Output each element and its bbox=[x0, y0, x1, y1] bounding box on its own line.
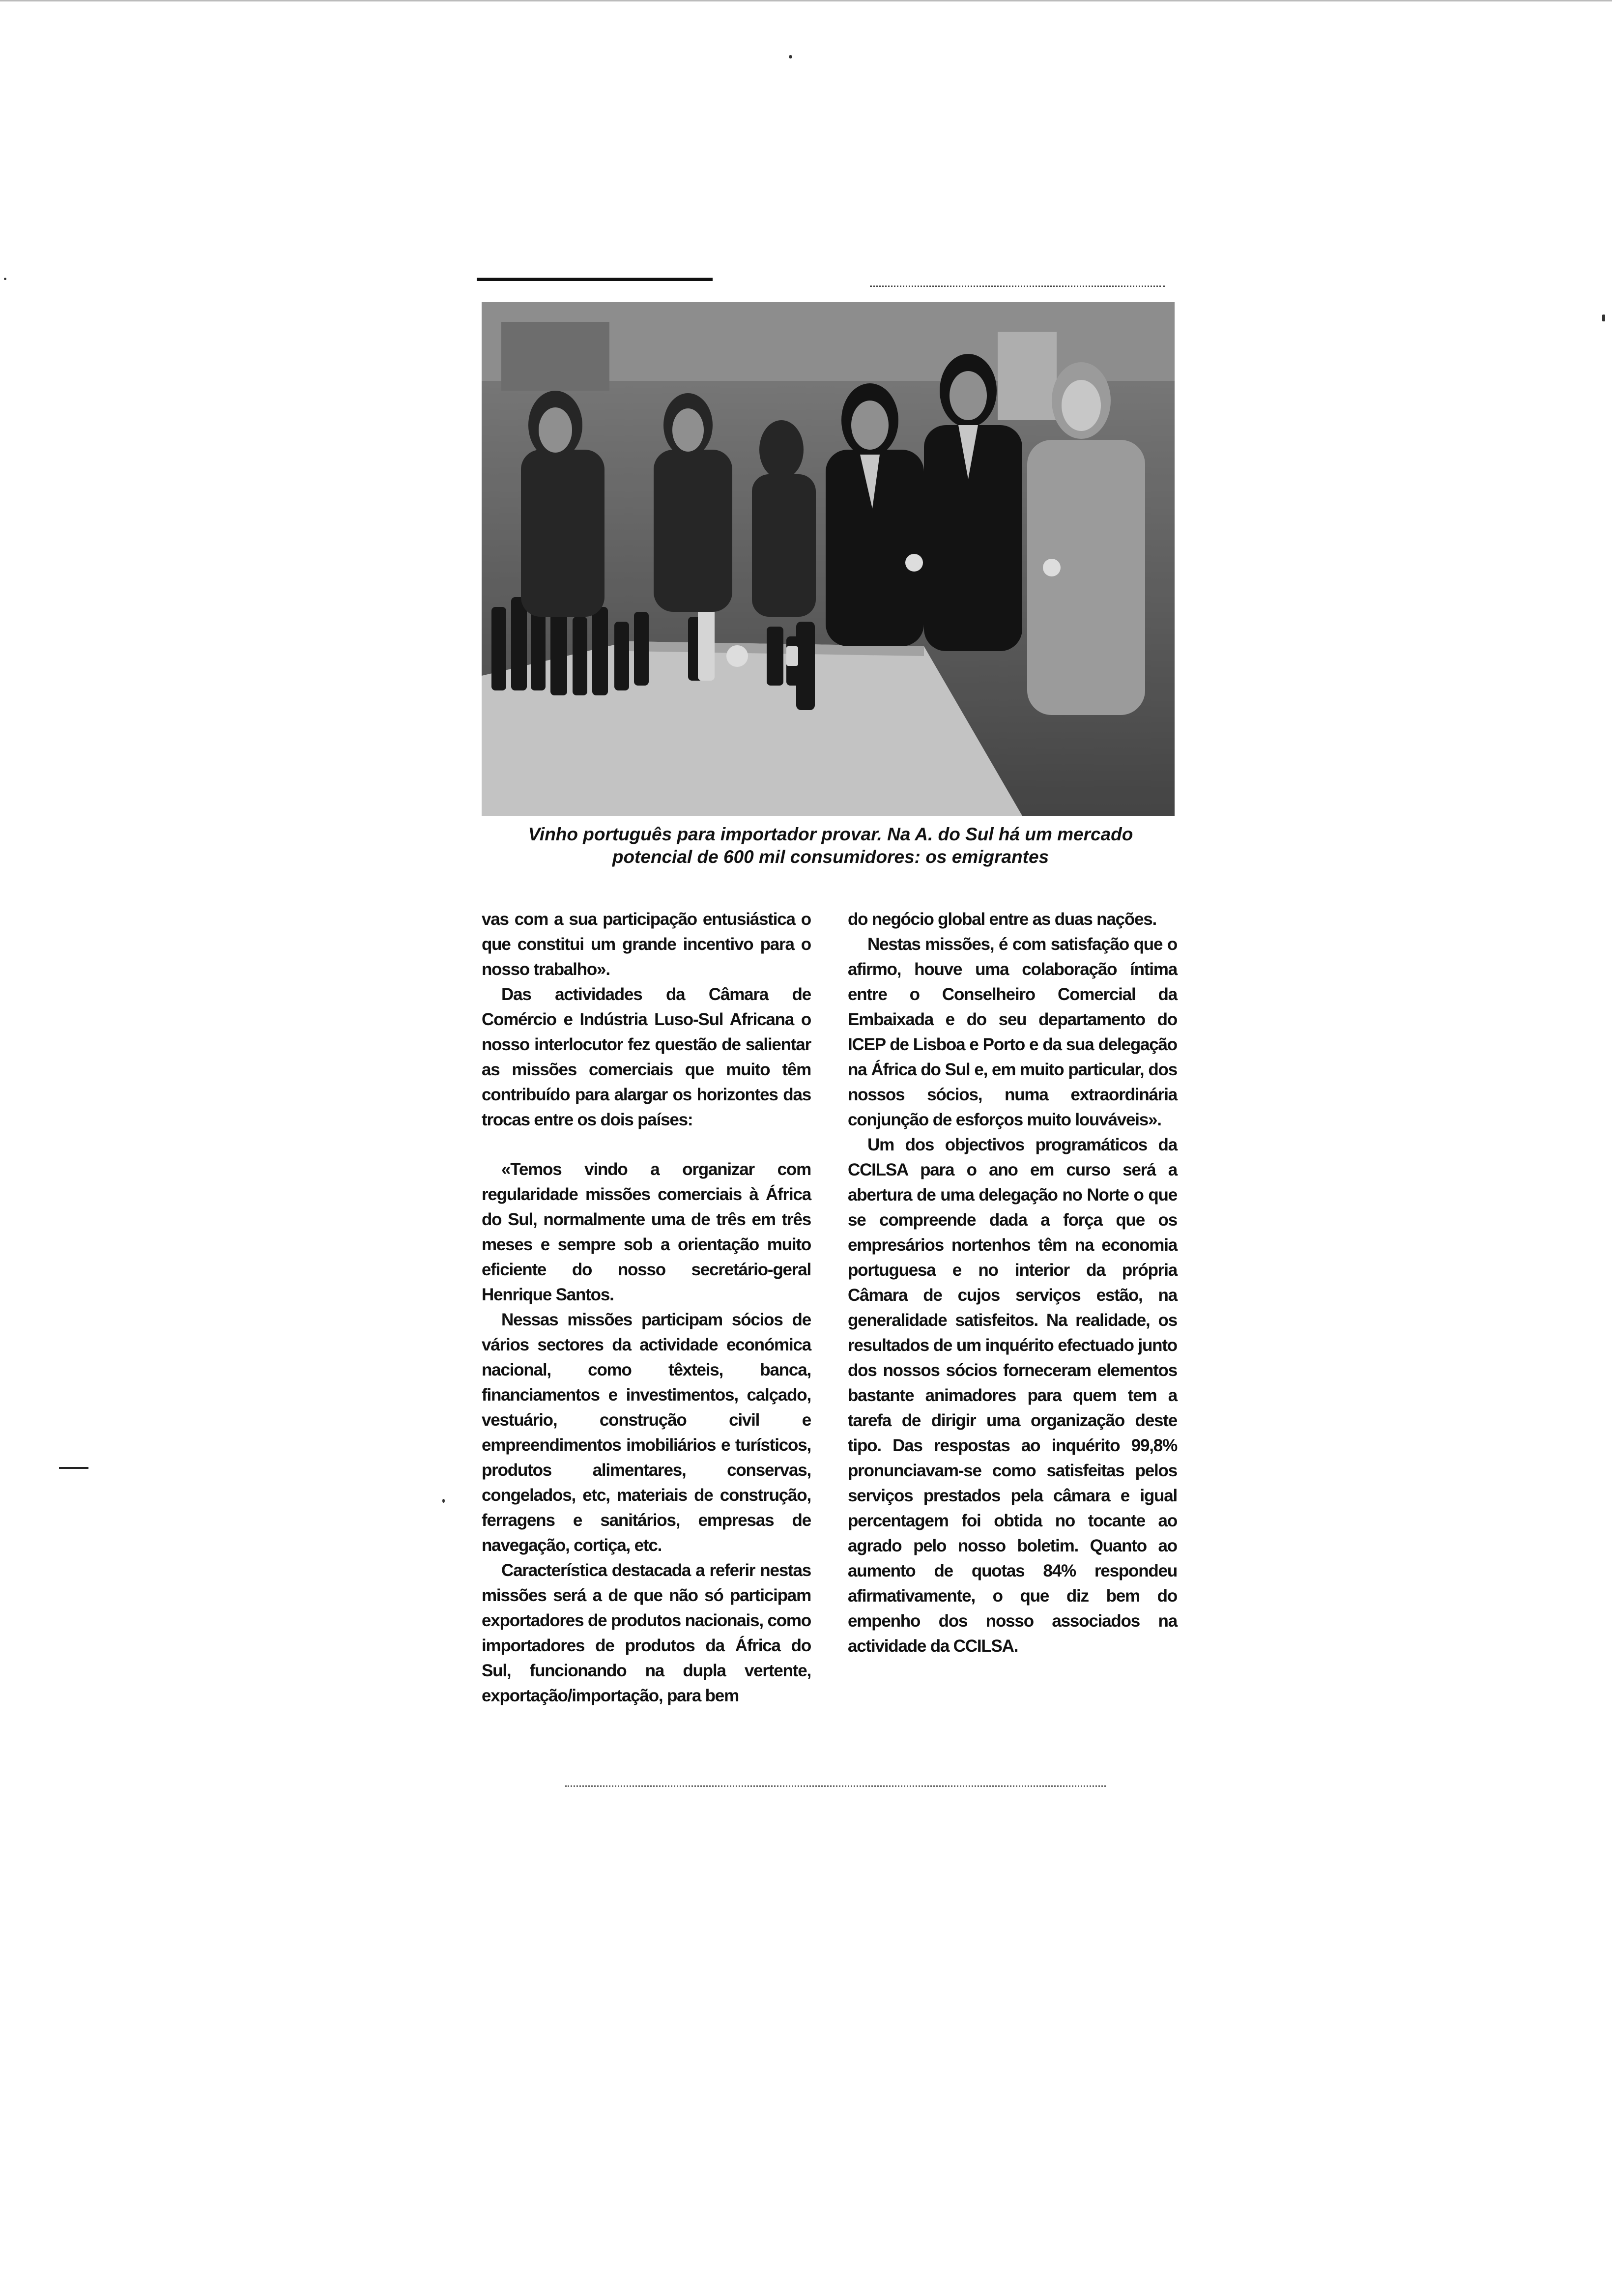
photo-caption bbox=[477, 823, 1184, 868]
scan-edge-line bbox=[0, 0, 1612, 1]
newspaper-clipping bbox=[477, 273, 1184, 1786]
caption-line-2: potencial de 600 mil consumidores: os emigrantes bbox=[612, 847, 1049, 867]
paragraph: Nessas missões participam sócios de vários sectores da actividade económica nacional, como têxteis, banca, financiamentos e investimentos, calçado, vestuário, construção civil e empreendimentos imobiliários e turísticos, produtos alimentares, conservas, congelados, etc, materiais de construção, ferragens e sanitários, empresas de navegação, cortiça, etc. bbox=[482, 1310, 811, 1555]
paragraph: do negócio global entre as duas nações. bbox=[848, 910, 1157, 929]
scan-mark-left bbox=[59, 1467, 88, 1469]
photo-illustration bbox=[482, 302, 1175, 816]
paragraph: Nestas missões, é com satisfação que o afirmo, houve uma colaboração íntima entre o Conselheiro Comercial da Embaixada e do seu departamento do ICEP de Lisboa e Porto e da sua delegação na África do Sul e, em muito particular, dos nossos sócios, numa extraordinária conjunção de esforços muito louváveis». bbox=[848, 935, 1177, 1129]
article-column-right bbox=[848, 907, 1177, 1659]
paragraph: Característica destacada a referir nestas missões será a de que não só participam exportadores de produtos nacionais, como importadores de produtos da África do Sul, funcionando na dupla vertente, exportação/importação, para bem bbox=[482, 1561, 811, 1705]
top-rule bbox=[477, 278, 713, 281]
bottom-dotted-rule bbox=[565, 1785, 1106, 1787]
scan-speck bbox=[1602, 315, 1605, 321]
paragraph: vas com a sua participação entusiástica o que constitui um grande incentivo para o nosso trabalho». bbox=[482, 910, 811, 979]
photo-wine-tasting bbox=[482, 302, 1175, 816]
paragraph: Um dos objectivos programáticos da CCILSA para o ano em curso será a abertura de uma delegação no Norte o que se compreende dada a força que os empresários nortenhos têm na economia portuguesa e no interior da própria Câmara de cujos serviços estão, na generalidade satisfeitos. Na realidade, os resultados de um inquérito efectuado junto dos nossos sócios forneceram elementos bastante animadores para quem tem a tarefa de dirigir uma organização deste tipo. Das respostas ao inquérito 99,8% pronunciavam-se como satisfeitas pelos serviços prestados pela câmara e igual percentagem foi obtida no tocante ao agrado pelo nosso boletim. Quanto ao aumento de quotas 84% respondeu afirmativamente, o que diz bem do empenho dos nosso associados na actividade da CCILSA. bbox=[848, 1135, 1177, 1656]
scan-speck bbox=[442, 1499, 445, 1503]
scan-speck bbox=[4, 278, 6, 280]
paragraph: Das actividades da Câmara de Comércio e Indústria Luso-Sul Africana o nosso interlocutor fez questão de salientar as missões comerciais que muito têm contribuído para alargar os horizontes das trocas entre os dois países: bbox=[482, 985, 811, 1129]
top-dotted-rule bbox=[870, 286, 1165, 288]
article-column-left bbox=[482, 907, 811, 1708]
caption-line-1: Vinho português para importador provar. Na A. do Sul há um mercado bbox=[528, 824, 1133, 844]
paragraph: «Temos vindo a organizar com regularidade missões comerciais à África do Sul, normalmente uma de três em três meses e sempre sob a orientação muito eficiente do nosso secretário-geral Henrique Santos. bbox=[482, 1160, 811, 1304]
scan-speck bbox=[789, 55, 792, 58]
